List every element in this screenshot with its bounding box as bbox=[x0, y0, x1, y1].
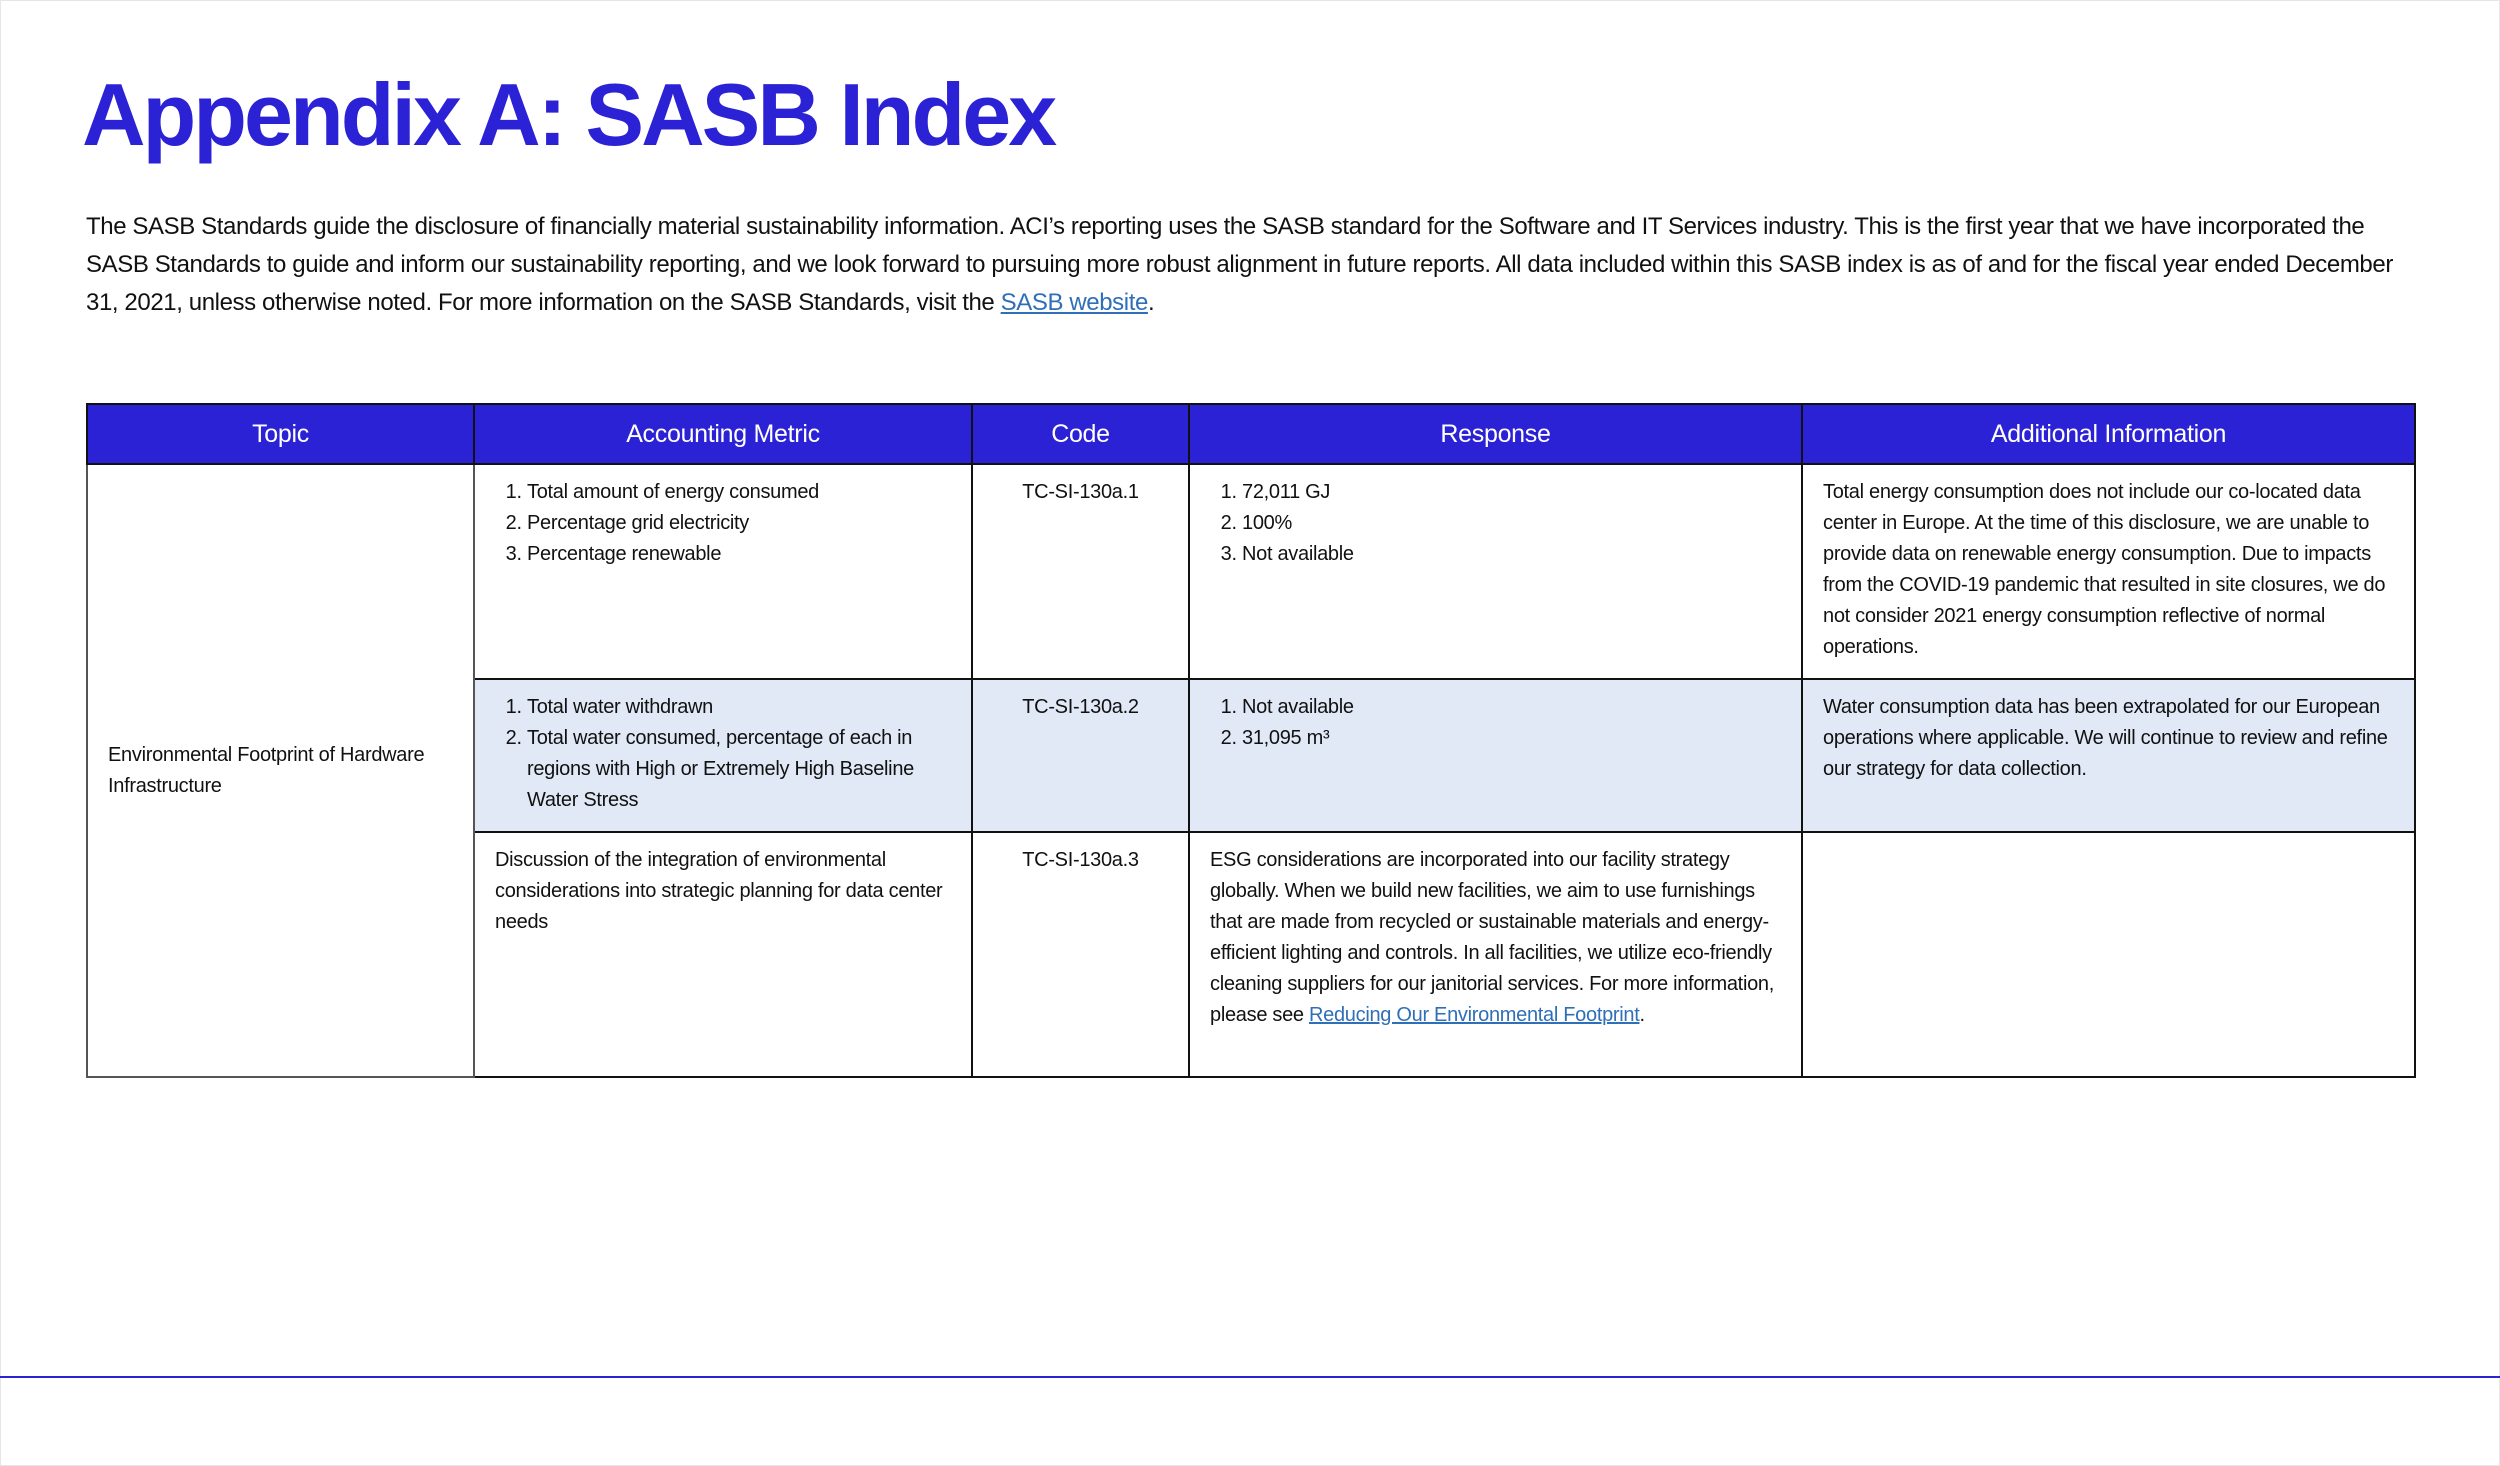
response-item: 1. Not available bbox=[1242, 692, 1781, 723]
table-row bbox=[87, 464, 2415, 679]
response-item: 1. 72,011 GJ bbox=[1242, 477, 1781, 508]
table-header-row bbox=[87, 404, 2415, 464]
code-cell: TC-SI-130a.1 bbox=[972, 464, 1189, 679]
response-cell bbox=[1189, 464, 1802, 679]
topic-cell: Environmental Footprint of Hardware Infrastructure bbox=[87, 464, 474, 1077]
metric-item: 1. Total water withdrawn bbox=[527, 692, 951, 723]
intro-text: The SASB Standards guide the disclosure of financially material sustainability information. ACI’s reporting uses the SASB standard for the Software and IT Services industry. This is the first year that we have incorporated the SASB Standards to guide and inform our sustainability reporting, and we look forward to pursuing more robust alignment in future reports. All data included within this SASB index is as of and for the fiscal year ended December 31, 2021, unless otherwise noted. For more information on the SASB Standards, visit the bbox=[86, 213, 2393, 316]
response-item: 3. Not available bbox=[1242, 539, 1781, 570]
header-response: Response bbox=[1189, 404, 1802, 464]
metric-item: 2. Total water consumed, percentage of each in regions with High or Extremely High Baseline Water Stress bbox=[527, 723, 951, 816]
response-item: 2. 100% bbox=[1242, 508, 1781, 539]
info-cell bbox=[1802, 832, 2415, 1077]
code-cell: TC-SI-130a.3 bbox=[972, 832, 1189, 1077]
code-cell: TC-SI-130a.2 bbox=[972, 679, 1189, 832]
sasb-website-link[interactable]: SASB website bbox=[1000, 289, 1148, 316]
intro-end: . bbox=[1147, 289, 1155, 316]
metric-item: 3. Percentage renewable bbox=[527, 539, 951, 570]
info-cell: Total energy consumption does not include our co-located data center in Europe. At the time of this disclosure, we are unable to provide data on renewable energy consumption. Due to impacts from the COVID-19 pandemic that resulted in site closures, we do not consider 2021 energy consumption reflective of normal operations. bbox=[1802, 464, 2415, 679]
header-additional-information: Additional Information bbox=[1802, 404, 2415, 464]
footer-divider bbox=[0, 1376, 2500, 1378]
page-title: Appendix A: SASB Index bbox=[82, 65, 1055, 164]
metric-cell: Discussion of the integration of environmental considerations into strategic planning for data center needs bbox=[474, 832, 972, 1077]
reducing-footprint-link[interactable]: Reducing Our Environmental Footprint bbox=[1309, 1004, 1640, 1026]
response-end: . bbox=[1639, 1004, 1645, 1026]
header-topic: Topic bbox=[87, 404, 474, 464]
info-cell: Water consumption data has been extrapolated for our European operations where applicable. We will continue to review and refine our strategy for data collection. bbox=[1802, 679, 2415, 832]
metric-item: 1. Total amount of energy consumed bbox=[527, 477, 951, 508]
metric-cell bbox=[474, 464, 972, 679]
header-code: Code bbox=[972, 404, 1189, 464]
response-cell bbox=[1189, 832, 1802, 1077]
response-item: 2. 31,095 m³ bbox=[1242, 723, 1781, 754]
metric-cell bbox=[474, 679, 972, 832]
header-accounting-metric: Accounting Metric bbox=[474, 404, 972, 464]
response-text: ESG considerations are incorporated into our facility strategy globally. When we build new facilities, we aim to use furnishings that are made from recycled or sustainable materials and energy-efficient lighting and controls. In all facilities, we utilize eco-friendly cleaning suppliers for our janitorial services. For more information, please see bbox=[1210, 849, 1774, 1026]
intro-paragraph bbox=[86, 208, 2416, 322]
response-cell bbox=[1189, 679, 1802, 832]
sasb-index-table bbox=[86, 403, 2416, 1078]
metric-item: 2. Percentage grid electricity bbox=[527, 508, 951, 539]
